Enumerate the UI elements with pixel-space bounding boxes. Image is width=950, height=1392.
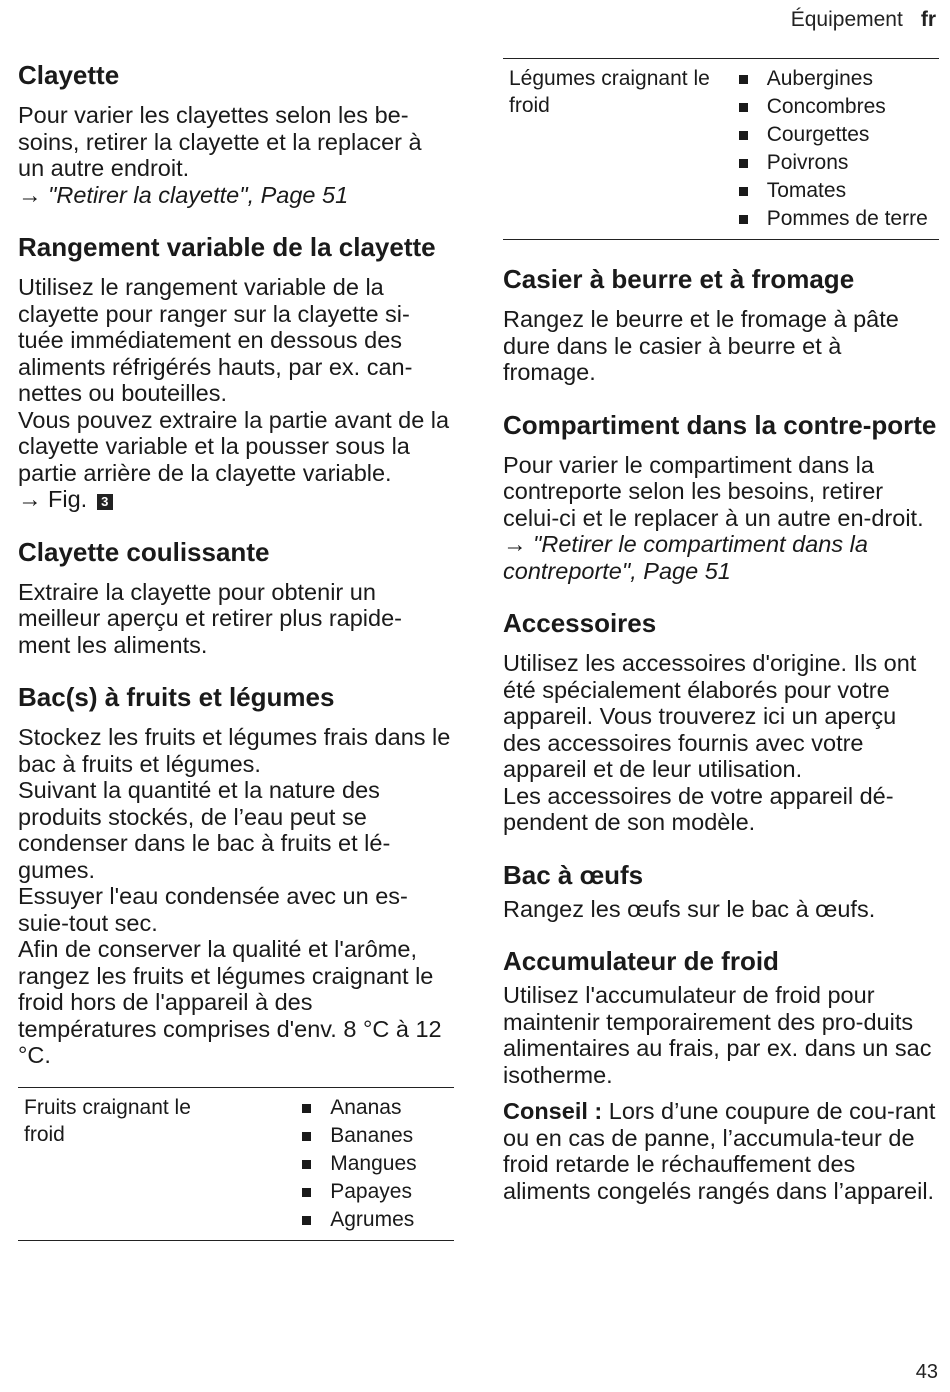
coulissante-text: Extraire la clayette pour obtenir un meilleur aperçu et retirer plus rapide-ment les aliments.	[18, 578, 402, 658]
heading-coulissante: Clayette coulissante	[18, 536, 270, 567]
list-item: Poivrons	[737, 149, 933, 177]
section-title: Équipement	[790, 8, 903, 31]
arrow-right-icon: →	[503, 531, 527, 557]
accumulateur-text: Utilisez l'accumulateur de froid pour maintenir temporairement des pro-duits alimentaires au frais, par ex. dans un sac isotherme.	[503, 982, 932, 1088]
legumes-table-label: Légumes craignant le froid	[509, 67, 710, 117]
heading-accessoires: Accessoires	[503, 608, 657, 638]
list-item: Aubergines	[737, 65, 933, 93]
conseil-paragraph	[503, 1098, 939, 1204]
right-column	[503, 58, 939, 1204]
list-item: Papayes	[300, 1178, 448, 1206]
fig-label: Fig.	[48, 486, 88, 512]
conseil-label: Conseil :	[503, 1098, 603, 1124]
fruits-list	[300, 1094, 448, 1234]
bac-text-1: Stockez les fruits et légumes frais dans le bac à fruits et légumes.	[18, 724, 451, 777]
fruits-table	[18, 1087, 454, 1241]
list-item: Concombres	[737, 93, 933, 121]
arrow-right-icon: →	[18, 181, 42, 208]
clayette-reference[interactable]	[18, 182, 454, 209]
page-number: 43	[915, 1361, 938, 1383]
heading-casier: Casier à beurre et à fromage	[503, 264, 855, 294]
heading-bac: Bac(s) à fruits et légumes	[18, 682, 335, 712]
accessoires-text-2: Les accessoires de votre appareil dé-pendent de son modèle.	[503, 782, 894, 835]
compartiment-reference[interactable]	[503, 531, 939, 584]
list-item: Bananes	[300, 1122, 448, 1150]
list-item: Mangues	[300, 1150, 448, 1178]
rangement-text-1: Utilisez le rangement variable de la clayette pour ranger sur la clayette si-tuée immédiatement en dessous des aliments réfrigérés hauts, par ex. can-nettes ou bouteilles.	[18, 274, 413, 406]
conseil-text: Lors d’une coupure de cou-rant ou en cas de panne, l’accumula-teur de froid retarde le réchauffement des aliments congelés rangés dans l’appareil.	[503, 1098, 936, 1204]
fruits-table-label: Fruits craignant le froid	[24, 1095, 191, 1146]
heading-oeufs: Bac à œufs	[503, 859, 644, 890]
rangement-text-2: Vous pouvez extraire la partie avant de la clayette variable et la pousser sous la partie arrière de la clayette variable.	[18, 406, 450, 486]
list-item: Courgettes	[737, 121, 933, 149]
legumes-table	[503, 58, 939, 240]
compartiment-ref-text[interactable]: "Retirer le compartiment dans la contreporte", Page 51	[503, 531, 868, 584]
compartiment-text: Pour varier le compartiment dans la contreporte selon les besoins, retirer celui-ci et le replacer à un autre en-droit.	[503, 451, 924, 531]
clayette-ref-text[interactable]: "Retirer la clayette", Page 51	[48, 181, 349, 208]
bac-text-4: Afin de conserver la qualité et l'arôme, rangez les fruits et légumes craignant le froid hors de l'appareil à des températures comprises d'env. 8 °C à 12 °C.	[18, 936, 442, 1068]
heading-rangement: Rangement variable de la clayette	[18, 232, 436, 262]
casier-text: Rangez le beurre et le fromage à pâte dure dans le casier à beurre et à fromage.	[503, 306, 899, 385]
heading-clayette: Clayette	[18, 60, 120, 90]
clayette-text: Pour varier les clayettes selon les be-soins, retirer la clayette et la replacer à un autre endroit.	[18, 102, 422, 181]
heading-compartiment: Compartiment dans la contre-porte	[503, 409, 937, 440]
list-item: Agrumes	[300, 1206, 448, 1234]
list-item: Tomates	[737, 177, 933, 205]
arrow-right-icon: →	[18, 486, 42, 512]
page-header	[791, 8, 936, 32]
legumes-list	[737, 65, 933, 233]
accessoires-text-1: Utilisez les accessoires d'origine. Ils ont été spécialement élaborés pour votre appareil. Vous trouverez ici un aperçu des accessoires fournis avec votre appareil et de leur utilisation.	[503, 650, 917, 782]
list-item: Ananas	[300, 1094, 448, 1122]
bac-text-3: Essuyer l'eau condensée avec un es-suie-tout sec.	[18, 883, 408, 936]
language-code: fr	[920, 8, 936, 31]
bac-text-2: Suivant la quantité et la nature des produits stockés, de l’eau peut se condenser dans le bac à fruits et lé-gumes.	[18, 777, 391, 883]
figure-reference[interactable]	[18, 486, 454, 513]
heading-accumulateur: Accumulateur de froid	[503, 946, 779, 976]
oeufs-text: Rangez les œufs sur le bac à œufs.	[503, 895, 876, 922]
left-column	[18, 58, 454, 1241]
list-item: Pommes de terre	[737, 205, 933, 233]
figure-number-badge[interactable]: 3	[97, 494, 113, 510]
